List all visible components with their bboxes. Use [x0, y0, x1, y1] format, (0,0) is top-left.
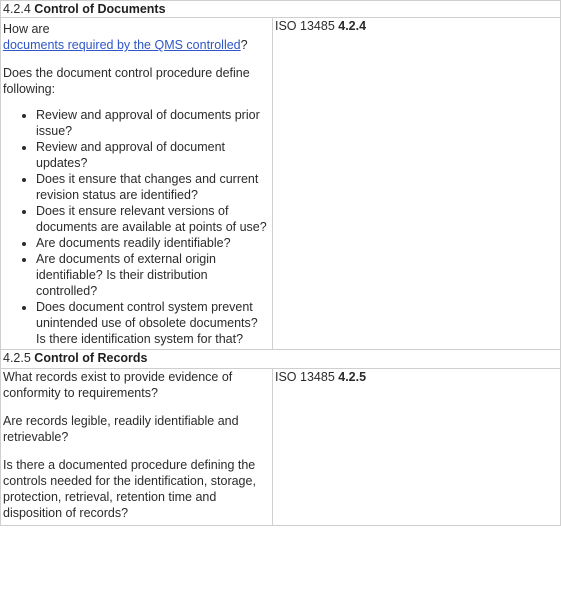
- checklist-item: • Are documents readily identifiable?: [36, 235, 270, 251]
- checklist-item: • Does it ensure that changes and current revision status are identified?: [36, 171, 270, 203]
- section-row-control-of-records: [1, 369, 561, 526]
- question-paragraph: [3, 21, 270, 53]
- section-row-control-of-documents: [1, 18, 561, 350]
- section-number: 4.2.4: [3, 2, 31, 16]
- section-header-control-of-documents: [1, 1, 561, 18]
- questions-cell: [1, 18, 273, 350]
- checklist-item: • Does it ensure relevant versions of documents are available at points of use?: [36, 203, 270, 235]
- question-text: Are records legible, readily identifiable and retrievable?: [3, 414, 239, 444]
- reference-cell: [273, 369, 561, 526]
- intro-text: Does the document control procedure define following:: [3, 66, 250, 96]
- section-title: Control of Documents: [34, 2, 166, 16]
- reference-clause: 4.2.5: [338, 370, 367, 384]
- question-suffix: ?: [240, 38, 248, 52]
- reference-standard: ISO 13485: [275, 370, 335, 384]
- checklist-item: • Review and approval of document updates?: [36, 139, 270, 171]
- reference-cell: [273, 18, 561, 350]
- question-prefix: How are: [3, 22, 50, 36]
- checklist-item: • Review and approval of documents prior issue?: [36, 107, 270, 139]
- checklist-item: • Are documents of external origin identifiable? Is their distribution controlled?: [36, 251, 270, 299]
- section-number: 4.2.5: [3, 351, 31, 365]
- reference-standard: ISO 13485: [275, 19, 335, 33]
- checklist-item: • Does document control system prevent unintended use of obsolete documents? Is there identification system for that?: [36, 299, 270, 347]
- reference-clause: 4.2.4: [338, 19, 367, 33]
- documents-required-link[interactable]: documents required by the QMS controlled: [3, 38, 241, 52]
- control-checklist: [3, 107, 270, 347]
- section-header-cell: [1, 1, 561, 18]
- section-header-cell: [1, 350, 561, 369]
- question-text: What records exist to provide evidence of conformity to requirements?: [3, 370, 233, 400]
- section-title: Control of Records: [34, 351, 148, 365]
- section-header-control-of-records: [1, 350, 561, 369]
- question-text: Is there a documented procedure defining the controls needed for the identification, storage, protection, retrieval, retention time and disposition of records?: [3, 458, 256, 520]
- questions-cell: [1, 369, 273, 526]
